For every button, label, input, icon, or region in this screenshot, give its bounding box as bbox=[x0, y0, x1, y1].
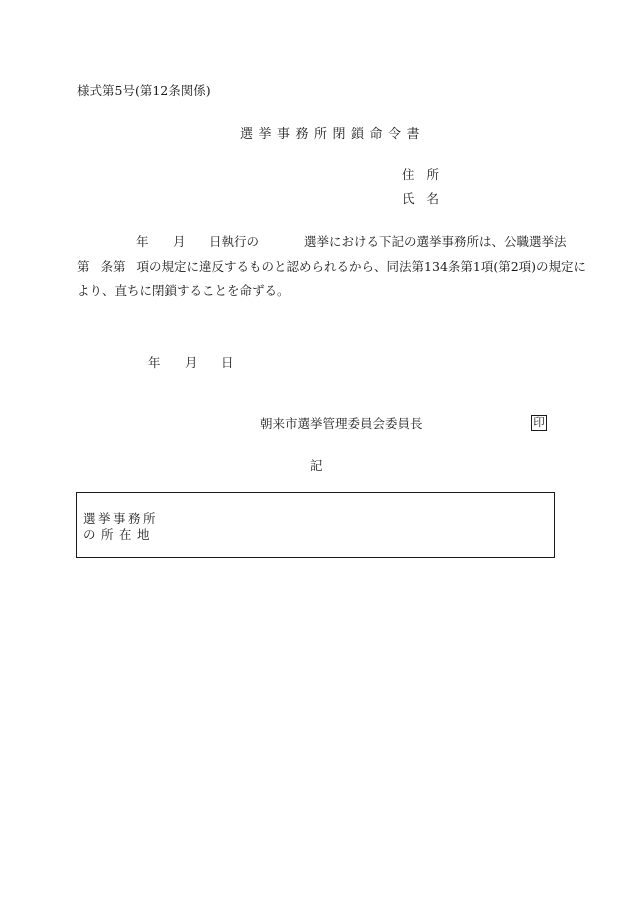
body-line-1 bbox=[77, 234, 567, 250]
body-election-text: 選挙における下記の選挙事務所は、公職選挙法 bbox=[304, 234, 567, 249]
record-table bbox=[76, 492, 555, 558]
date-month-label: 月 bbox=[185, 355, 198, 370]
record-heading: 記 bbox=[310, 458, 323, 473]
address-label: 住所 bbox=[402, 167, 452, 182]
body-month-label: 月 bbox=[173, 234, 186, 249]
body-clause-rest: 項の規定に違反するものと認められるから、同法第134条第1項(第2項)の規定に bbox=[136, 259, 587, 274]
record-label-line-1: 選挙事務所 bbox=[83, 511, 159, 526]
name-label: 氏名 bbox=[402, 191, 452, 206]
body-day-held-label: 日執行の bbox=[209, 234, 260, 249]
date-day-label: 日 bbox=[221, 355, 234, 370]
date-year-label: 年 bbox=[148, 355, 161, 370]
issuer-name: 朝来市選挙管理委員会委員長 bbox=[260, 416, 423, 431]
form-number: 様式第5号(第12条関係) bbox=[77, 83, 211, 98]
body-line-3: より、直ちに閉鎖することを命ずる。 bbox=[77, 283, 290, 298]
body-clause-label: 条第 bbox=[100, 259, 126, 274]
body-year-label: 年 bbox=[136, 234, 149, 249]
document-title: 選挙事務所閉鎖命令書 bbox=[240, 127, 426, 142]
body-article-label: 第 bbox=[77, 259, 90, 274]
record-label-line-2: の所在地 bbox=[83, 527, 156, 542]
seal-mark: 印 bbox=[531, 415, 547, 431]
body-line-2 bbox=[77, 261, 586, 274]
